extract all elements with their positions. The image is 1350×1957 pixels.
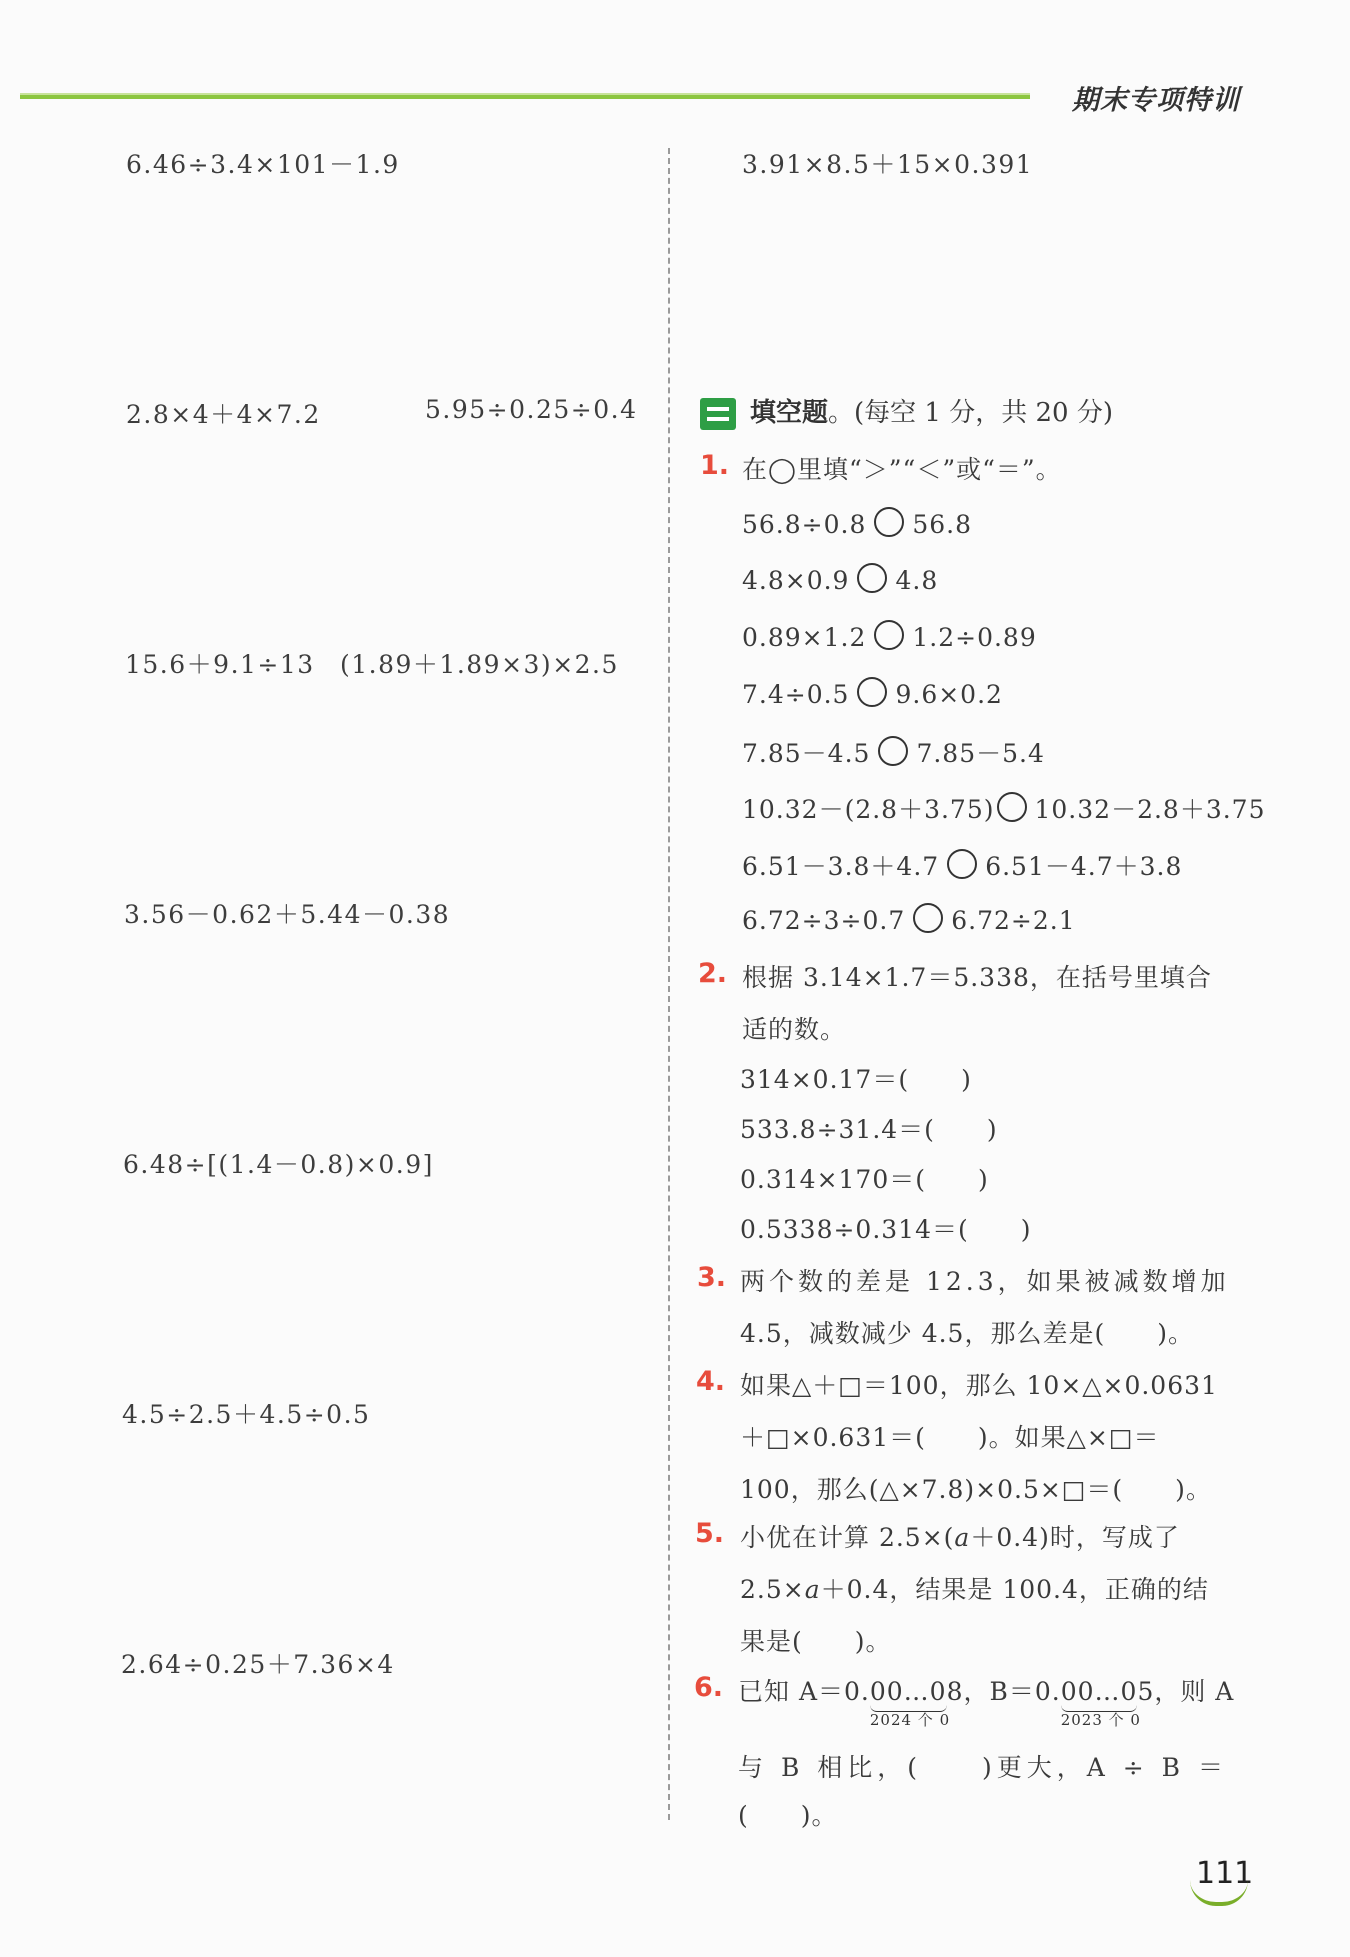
header-title: 期末专项特训 <box>1072 85 1240 116</box>
q6-part1: 已知 A＝0. <box>738 1677 870 1706</box>
compare-row-5 <box>742 734 1045 770</box>
compare-row-8 <box>742 903 1076 935</box>
answer-circle-5[interactable] <box>878 736 908 766</box>
question-4-line1: 如果△＋□＝100，那么 10×△×0.0631 <box>740 1371 1218 1400</box>
left-exercise-6: 3.56－0.62＋5.44－0.38 <box>124 900 451 929</box>
section-heading <box>700 392 1113 430</box>
question-6-line1 <box>738 1672 1235 1729</box>
compare-row-1 <box>742 507 972 539</box>
question-number-1: 1. <box>700 450 730 481</box>
question-6-line2[interactable]: 与 B 相比，( )更大，A ÷ B ＝ <box>738 1753 1228 1782</box>
question-3-line2[interactable]: 4.5，减数减少 4.5，那么差是( )。 <box>740 1319 1194 1348</box>
answer-circle-4[interactable] <box>857 677 887 707</box>
compare-right: 9.6×0.2 <box>895 680 1003 709</box>
answer-circle-6[interactable] <box>997 792 1027 822</box>
question-number-6: 6. <box>694 1672 724 1703</box>
compare-row-7 <box>742 847 1182 883</box>
question-5-line3[interactable]: 果是( )。 <box>740 1627 892 1656</box>
compare-right: 10.32－2.8＋3.75 <box>1034 795 1266 824</box>
compare-left: 6.51－3.8＋4.7 <box>742 852 940 881</box>
q2-item-1[interactable]: 314×0.17＝( ) <box>740 1065 972 1094</box>
q2-item-2[interactable]: 533.8÷31.4＝( ) <box>740 1115 998 1144</box>
variable-a: a <box>954 1523 971 1552</box>
question-number-4: 4. <box>696 1366 726 1397</box>
compare-left: 4.8×0.9 <box>742 566 850 595</box>
q5-line2-start: 2.5× <box>740 1575 805 1604</box>
compare-right: 7.85－5.4 <box>916 739 1045 768</box>
page-number: 111 <box>1196 1856 1254 1891</box>
left-exercise-3: 5.95÷0.25÷0.4 <box>425 395 638 424</box>
header-rule <box>20 95 1030 99</box>
b-repeating-zeros <box>1060 1677 1141 1729</box>
question-2-prompt-line2: 适的数。 <box>742 1015 847 1044</box>
section-title: 填空题 <box>750 398 829 428</box>
compare-row-6 <box>742 790 1266 826</box>
section-two-badge-icon <box>700 398 736 430</box>
compare-row-3 <box>742 620 1037 652</box>
compare-right: 6.72÷2.1 <box>951 906 1076 935</box>
question-4-line2[interactable]: ＋□×0.631＝( )。如果△×□＝ <box>740 1423 1160 1452</box>
b-zero-count: 2023 个 0 <box>1060 1711 1141 1729</box>
answer-circle-8[interactable] <box>913 903 943 933</box>
answer-circle-2[interactable] <box>857 563 887 593</box>
a-zero-count: 2024 个 0 <box>869 1711 951 1729</box>
a-digits: 00…0 <box>869 1677 947 1706</box>
compare-right: 6.51－4.7＋3.8 <box>985 852 1183 881</box>
compare-left: 10.32－(2.8＋3.75) <box>742 795 995 824</box>
question-3-line1: 两个数的差是 12.3，如果被减数增加 <box>740 1267 1230 1296</box>
page-number-swoosh-icon <box>1190 1880 1248 1906</box>
left-exercise-9: 2.64÷0.25＋7.36×4 <box>121 1650 395 1679</box>
compare-left: 56.8÷0.8 <box>742 510 867 539</box>
question-number-3: 3. <box>697 1262 727 1293</box>
q5-line2-end: ＋0.4，结果是 100.4，正确的结 <box>820 1575 1209 1604</box>
compare-right: 56.8 <box>912 510 973 539</box>
q2-item-3[interactable]: 0.314×170＝( ) <box>740 1165 989 1194</box>
q5-line1-start: 小优在计算 2.5×( <box>740 1523 955 1552</box>
variable-a: a <box>804 1575 821 1604</box>
answer-circle-1[interactable] <box>874 507 904 537</box>
question-2-prompt-line1: 根据 3.14×1.7＝5.338，在括号里填合 <box>742 963 1212 992</box>
compare-row-4 <box>742 677 1003 709</box>
answer-circle-3[interactable] <box>874 620 904 650</box>
compare-left: 6.72÷3÷0.7 <box>742 906 906 935</box>
left-exercise-4: 15.6＋9.1÷13 <box>125 650 315 679</box>
right-exercise-1: 3.91×8.5＋15×0.391 <box>742 150 1034 179</box>
q6-a-tail: 8，B＝0. <box>946 1677 1061 1706</box>
question-6-line3[interactable]: ( )。 <box>738 1801 838 1830</box>
compare-right: 4.8 <box>895 566 939 595</box>
compare-right: 1.2÷0.89 <box>912 623 1037 652</box>
left-exercise-2: 2.8×4＋4×7.2 <box>126 400 321 429</box>
question-5-line2 <box>740 1570 1209 1606</box>
left-exercise-5: (1.89＋1.89×3)×2.5 <box>340 650 619 679</box>
left-exercise-7: 6.48÷[(1.4－0.8)×0.9] <box>123 1150 434 1179</box>
q5-line1-end: ＋0.4)时，写成了 <box>970 1523 1180 1552</box>
section-note: 。(每空 1 分，共 20 分) <box>828 398 1113 428</box>
q2-item-4[interactable]: 0.5338÷0.314＝( ) <box>740 1215 1032 1244</box>
left-exercise-1: 6.46÷3.4×101－1.9 <box>126 150 400 179</box>
b-digits: 00…0 <box>1060 1677 1138 1706</box>
question-4-line3[interactable]: 100，那么(△×7.8)×0.5×□＝( )。 <box>740 1475 1212 1504</box>
compare-left: 7.85－4.5 <box>742 739 871 768</box>
compare-left: 7.4÷0.5 <box>742 680 850 709</box>
left-exercise-8: 4.5÷2.5＋4.5÷0.5 <box>122 1400 371 1429</box>
question-number-5: 5. <box>695 1518 725 1549</box>
answer-circle-7[interactable] <box>947 849 977 879</box>
compare-left: 0.89×1.2 <box>742 623 867 652</box>
question-1-prompt: 在◯里填“＞”“＜”或“＝”。 <box>742 455 1062 484</box>
column-divider <box>668 148 670 1820</box>
a-repeating-zeros <box>869 1677 951 1729</box>
question-number-2: 2. <box>698 958 728 989</box>
compare-row-2 <box>742 563 938 595</box>
question-5-line1 <box>740 1518 1180 1554</box>
q6-b-tail: 5，则 A <box>1137 1677 1235 1706</box>
